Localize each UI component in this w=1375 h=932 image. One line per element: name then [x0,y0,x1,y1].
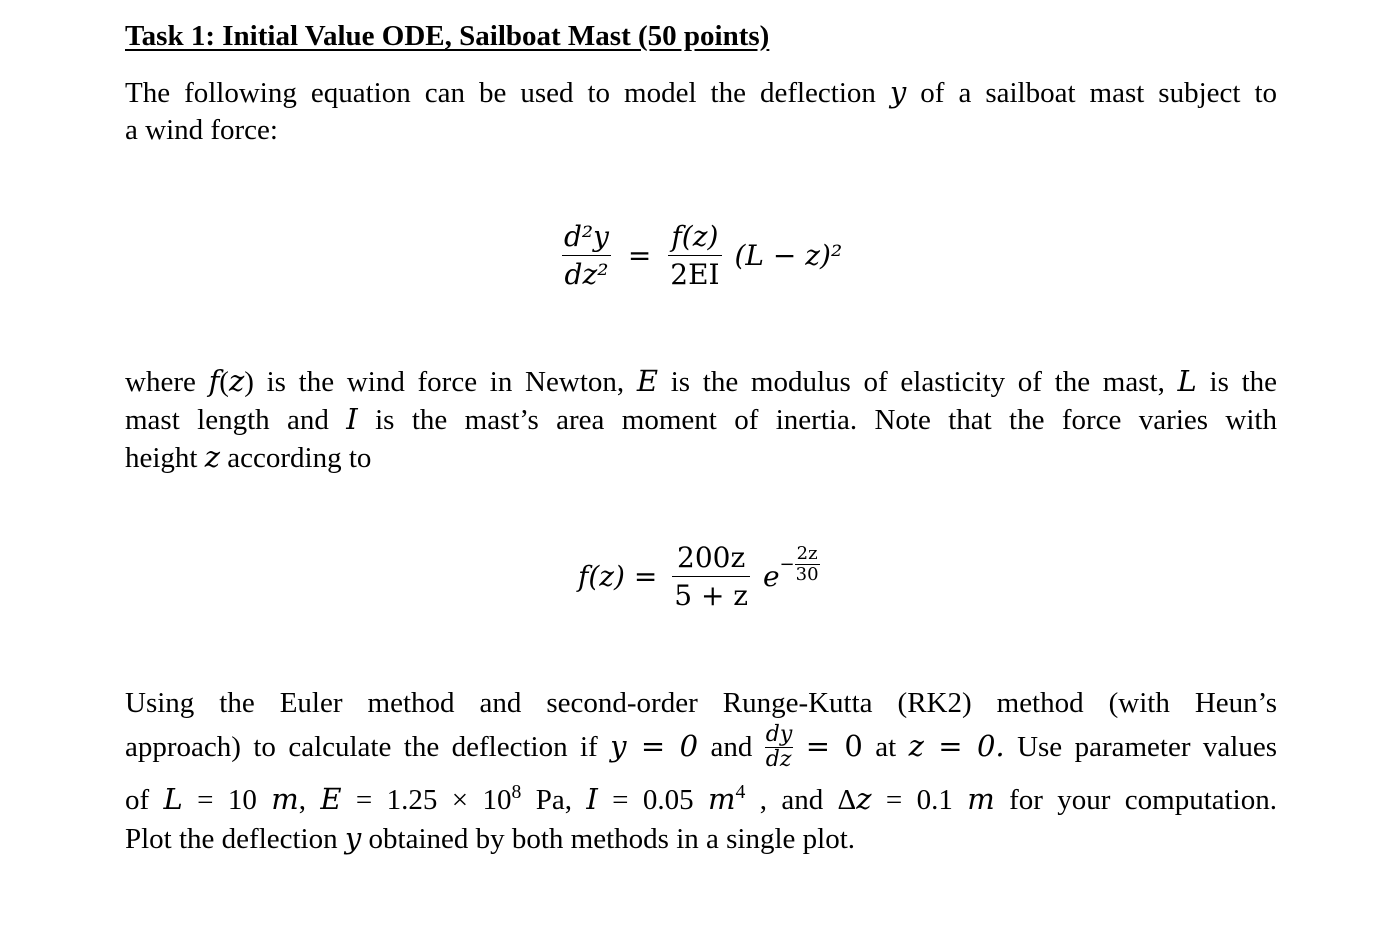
task-heading: Task 1: Initial Value ODE, Sailboat Mast (50 points) [125,20,770,52]
exp-denominator: 30 [795,564,819,585]
force-lhs: f(z) = [578,560,658,593]
task-line-4: Plot the deflection y obtained by both methods in a single plot. [125,820,856,855]
exp-sign: − [779,554,795,575]
task-paragraph [125,684,1277,858]
intro-line-2: a wind force: [125,114,278,146]
rhs-fraction [668,220,721,291]
equals-sign: = [627,239,652,272]
task-line-2: approach) to calculate the deflection if y = 0 and $\frac{dy}{dz}$ = 0 at z = 0. Use parameter values [125,721,1278,772]
force-denominator: 5 + z [674,579,749,612]
deflection-equation [562,220,842,291]
exponent [780,545,820,584]
where-paragraph [125,363,1277,477]
rhs-tail: (L − z)² [734,239,843,272]
force-numerator: 200z [672,541,750,577]
dy-dz-fraction: $\frac{dy}{dz}$ [765,721,793,772]
where-line-1: where f(z) is the wind force in Newton, E is the modulus of elasticity of the mast, L is the [125,364,1278,398]
lhs-denominator: dz² [564,258,609,291]
task-line-3: of L = 10 m, $E = 1.25 \times 10^8$ Pa, I = 0.05 $m^4$ , and Δz = 0.1 m for your computation. [125,780,1277,816]
where-line-2: mast length and I is the mast’s area moment of inertia. Note that the force varies with [125,402,1277,436]
exp-base: e [762,560,780,593]
lhs-numerator: d²y [562,220,611,256]
task-line-1: Using the Euler method and second-order Runge-Kutta (RK2) method (with Heun’s [125,687,1277,719]
force-fraction [672,541,750,612]
exp-numerator: 2z [796,543,818,564]
rhs-numerator: f(z) [668,220,721,256]
intro-paragraph [125,74,1277,149]
intro-line-1: The following equation can be used to model the deflection y of a sailboat mast subject to [125,75,1277,109]
lhs-derivative-fraction [562,220,611,291]
wind-force-equation [578,541,820,612]
rhs-denominator: 2EI [670,258,720,291]
where-line-3: height z according to [125,440,372,474]
exp-fraction [795,545,820,584]
